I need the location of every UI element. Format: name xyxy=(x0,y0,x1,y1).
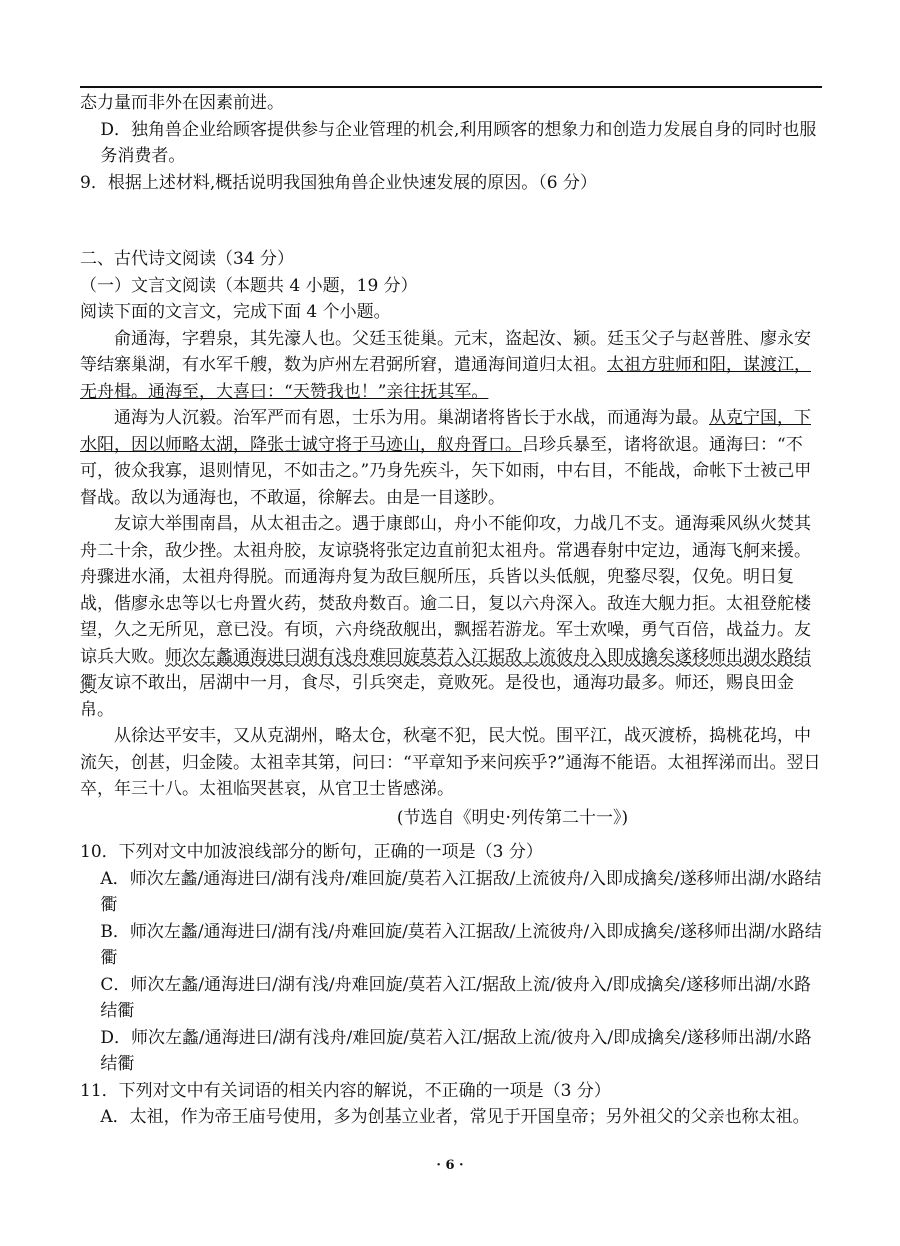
source-citation: (节选自《明史·列传第二十一》) xyxy=(396,807,629,828)
header-rule xyxy=(80,86,822,88)
passage-paragraph-2 xyxy=(80,405,825,511)
q8-option-d: D．独角兽企业给顾客提供参与企业管理的机会,利用顾客的想象力和创造力发展自身的同时也服务消费者。 xyxy=(100,119,817,166)
q10-option-a: A．师次左蠡/通海进曰/湖有浅舟/难回旋/莫若入江据敌/上流彼舟/入即成擒矣/遂移师出湖/水路结衢 xyxy=(100,868,822,915)
q11-option-a: A．太祖，作为帝王庙号使用，多为创基立业者，常见于开国皇帝；另外祖父的父亲也称太祖。 xyxy=(100,1107,810,1127)
q10-option-d: D．师次左蠡/通海进曰/湖有浅舟/难回旋/莫若入江/据敌上流/彼舟入/即成擒矣/遂移师出湖/水路结衢 xyxy=(100,1027,812,1074)
passage-text: 友谅大举围南昌，从太祖击之。遇于康郎山，舟小不能仰攻，力战几不支。通海乘风纵火焚其舟二十余，敌少挫。太祖舟胶，友谅骁将张定边直前犯太祖舟。常遇春射中定边，通海飞舸来援。舟骤进水涌，太祖舟得脱。而通海舟复为敌巨舰所压，兵皆以头低舰，兜鍪尽裂，仅免。明日复战，偕廖永忠等以七舟置火药，焚敌舟数百。逾二日，复以六舟深入。敌连大舰力拒。太祖登舵楼望，久之无所见，意已没。有顷，六舟绕敌舰出，飘摇若游龙。军士欢噪，勇气百倍，战益力。友谅兵大败。 xyxy=(80,514,811,667)
q11-stem: 11．下列对文中有关词语的相关内容的解说，不正确的一项是（3 分） xyxy=(80,1080,611,1101)
page-number: · 6 · xyxy=(436,1158,464,1173)
section2-title: 二、古代诗文阅读（34 分） xyxy=(80,249,295,269)
q10-stem: 10．下列对文中加波浪线部分的断句，正确的一项是（3 分） xyxy=(80,842,543,862)
underlined-sentence: 太祖方驻师和阳，谋渡江，无舟楫。通海至，大喜曰：“天赞我也！”亲往抚其军。 xyxy=(80,355,811,402)
wavy-underlined-sentence: 师次左蠡通海进曰湖有浅舟难回旋莫若入江据敌上流彼舟入即成擒矣遂移师出湖水路结衢 xyxy=(80,646,811,693)
underlined-sentence: 从克宁国，下水阳，因以师略太湖，降张士诚守将于马迹山，舣舟胥口。 xyxy=(80,408,811,455)
passage-paragraph-3 xyxy=(80,511,825,723)
q10-option-c: C．师次左蠡/通海进曰/湖有浅/舟难回旋/莫若入江/据敌上流/彼舟入/即成擒矣/遂移师出湖/水路结衢 xyxy=(100,974,811,1021)
passage-paragraph-4: 从徐达平安丰，又从克湖州，略太仓，秋毫不犯，民大悦。围平江，战灭渡桥，捣桃花坞，中流矢，创甚，归金陵。太祖幸其第，问曰：“平章知予来问疾乎?”通海不能语。太祖挥涕而出。翌日卒，年三十八。太祖临哭甚哀，从官卫士皆感涕。 xyxy=(80,726,821,799)
passage-text: 吕珍兵暴至，诸将欲退。通海曰：“不可，彼众我寡，退则情见，不如击之。”乃身先疾斗，矢下如雨，中右目，不能战，命帐下士被己甲督战。敌以为通海也，不敢逼，徐解去。由是一目遂眇。 xyxy=(80,434,812,508)
instruction: 阅读下面的文言文，完成下面 4 个小题。 xyxy=(80,302,391,322)
passage-text: 通海为人沉毅。治军严而有恩，士乐为用。巢湖诸将皆长于水战，而通海为最。 xyxy=(114,408,709,428)
passage-text: 俞通海，字碧泉，其先濠人也。父廷玉徙巢。元末，盗起汝、颍。廷玉父子与赵普胜、廖永安等结寨巢湖，有水军千艘，数为庐州左君弼所窘，遣通海间道归太祖。 xyxy=(80,328,811,375)
q9: 9．根据上述材料,概括说明我国独角兽企业快速发展的原因。（6 分） xyxy=(80,172,597,193)
passage-paragraph-1 xyxy=(80,326,825,406)
passage-text: 友谅不敢出，居湖中一月，食尽，引兵突走，竟败死。是役也，通海功最多。师还，赐良田金帛。 xyxy=(80,673,794,720)
q8-tail: 态力量而非外在因素前进。 xyxy=(80,93,284,113)
spacer xyxy=(80,196,825,246)
subsection1-title: （一）文言文阅读（本题共 4 小题，19 分） xyxy=(80,275,418,296)
q10-option-b: B．师次左蠡/通海进曰/湖有浅/舟难回旋/莫若入江据敌/上流彼舟/入即成擒矣/遂移师出湖/水路结衢 xyxy=(100,921,822,968)
page-content xyxy=(80,90,825,1131)
